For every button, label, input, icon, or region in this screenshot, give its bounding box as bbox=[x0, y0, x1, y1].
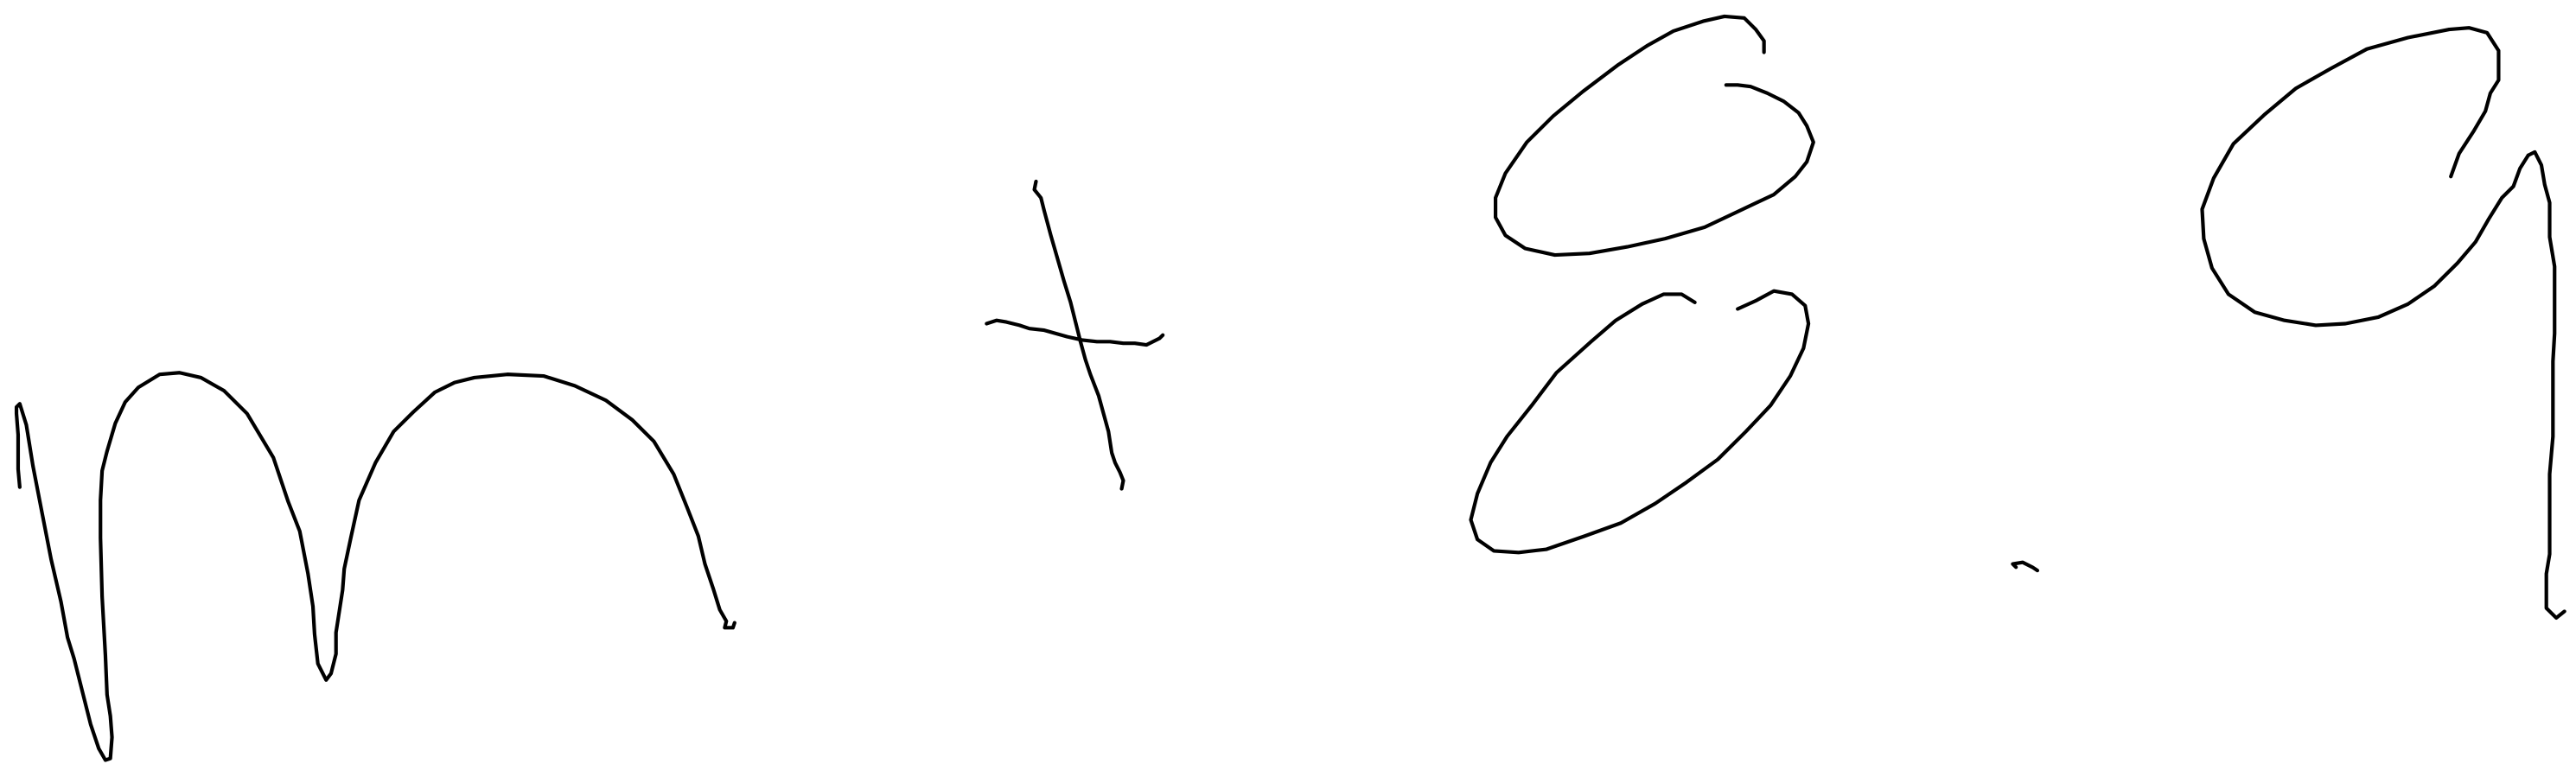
nine-stem-stroke bbox=[2528, 152, 2565, 618]
handwritten-plus bbox=[986, 181, 1163, 489]
eight-lower-loop bbox=[1470, 291, 1808, 553]
m-stroke bbox=[16, 372, 735, 760]
handwritten-nine bbox=[2202, 28, 2564, 618]
decimal-point-stroke bbox=[2012, 563, 2037, 570]
plus-vertical-stroke bbox=[1035, 181, 1124, 489]
nine-loop-stroke bbox=[2202, 28, 2528, 325]
handwritten-decimal-point bbox=[2012, 563, 2037, 570]
handwritten-m bbox=[16, 372, 735, 760]
handwritten-eight bbox=[1470, 16, 1813, 552]
eight-upper-loop bbox=[1495, 16, 1814, 255]
